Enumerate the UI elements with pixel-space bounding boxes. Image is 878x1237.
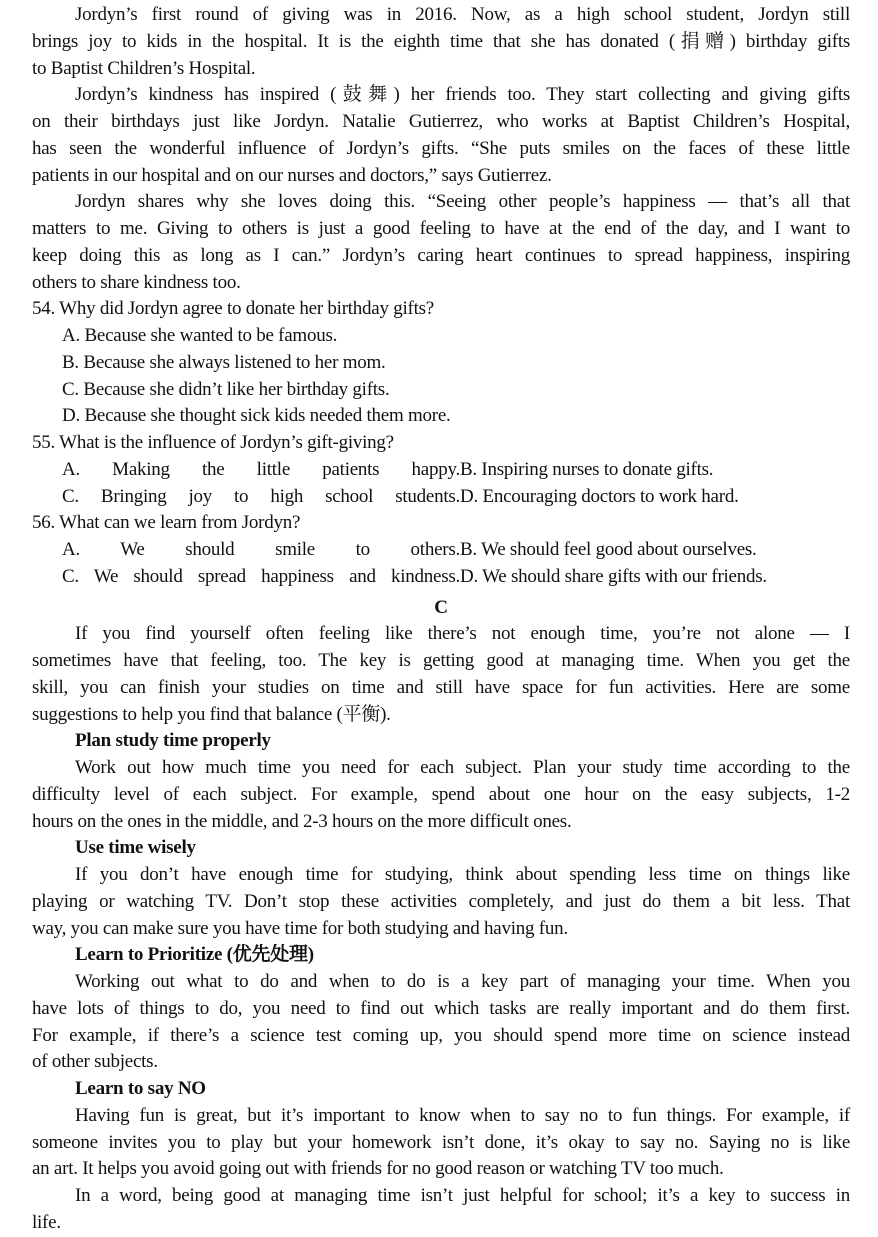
passage-c-intro <box>32 621 850 728</box>
option-b[interactable]: B. We should feel good about ourselves. <box>460 539 757 560</box>
option-a[interactable]: A. Making the little patients happy. <box>62 458 460 480</box>
text-line: hours on the ones in the middle, and 2-3 hours on the more difficult ones. <box>32 810 572 832</box>
text-line: Jordyn’s kindness has inspired (鼓舞) her friends too. They start collecting and giving gifts <box>75 84 850 106</box>
text-line: Jordyn shares why she loves doing this. “Seeing other people’s happiness — that’s all that <box>75 191 850 213</box>
text-line: If you find yourself often feeling like there’s not enough time, you’re not alone — I <box>75 623 850 645</box>
option-a[interactable]: A. Because she wanted to be famous. <box>62 325 338 346</box>
question-stem <box>32 510 850 537</box>
text-line: on their birthdays just like Jordyn. Natalie Gutierrez, who works at Baptist Children’s Hospital, <box>32 111 850 132</box>
section-label: C <box>434 596 448 618</box>
text-line: way, you can make sure you have time for both studying and having fun. <box>32 917 568 939</box>
option-b[interactable]: B. Because she always listened to her mom. <box>62 351 386 373</box>
question-number: 56. <box>32 512 55 534</box>
text-line: of other subjects. <box>32 1051 158 1073</box>
option-c[interactable]: C. We should spread happiness and kindness. <box>62 565 460 587</box>
text-line: patients in our hospital and on our nurses and doctors,” says Gutierrez. <box>32 164 552 186</box>
text-line: someone invites you to play but your homework isn’t done, it’s okay to say no. Saying no is like <box>32 1131 850 1153</box>
text-line: matters to me. Giving to others is just a good feeling to have at the end of the day, and I want to <box>32 218 850 239</box>
section-learn-to-prioritize <box>32 942 850 1076</box>
text-line: skill, you can finish your studies on time and still have space for fun activities. Here are some <box>32 676 850 698</box>
option-row <box>32 457 850 484</box>
option-row <box>32 564 850 591</box>
option-d[interactable]: D. Encouraging doctors to work hard. <box>460 485 739 507</box>
question-number: 55. <box>32 432 55 453</box>
option-row <box>32 537 850 564</box>
question-text: What is the influence of Jordyn’s gift-giving? <box>59 432 394 453</box>
section-plan-study-time <box>32 728 850 835</box>
passage-c-conclusion <box>32 1183 850 1237</box>
text-line: difficulty level of each subject. For example, spend about one hour on the easy subjects, 1-2 <box>32 783 850 805</box>
question-stem <box>32 296 850 323</box>
question-54 <box>32 296 850 430</box>
text-line: has seen the wonderful influence of Jordyn’s gifts. “She puts smiles on the faces of these little <box>32 137 850 159</box>
question-text: Why did Jordyn agree to donate her birthday gifts? <box>59 298 434 320</box>
option-c[interactable]: C. Because she didn’t like her birthday gifts. <box>62 378 390 400</box>
question-56 <box>32 510 850 590</box>
text-line: Having fun is great, but it’s important to know when to say no to fun things. For example, if <box>75 1104 850 1126</box>
text-line: In a word, being good at managing time isn’t just helpful for school; it’s a key to success in <box>75 1185 850 1206</box>
text-line: playing or watching TV. Don’t stop these activities completely, and just do them a bit less. That <box>32 890 850 912</box>
question-stem <box>32 430 850 457</box>
section-use-time-wisely <box>32 835 850 942</box>
section-heading: Learn to Prioritize (优先处理) <box>75 944 314 966</box>
question-number: 54. <box>32 298 55 320</box>
option-b[interactable]: B. Inspiring nurses to donate gifts. <box>460 458 714 480</box>
option-d[interactable]: D. Because she thought sick kids needed them more. <box>62 405 451 427</box>
text-line: If you don’t have enough time for studying, think about spending less time on things like <box>75 864 850 885</box>
text-line: keep doing this as long as I can.” Jordyn’s caring heart continues to spread happiness, inspiring <box>32 244 850 266</box>
section-heading: Plan study time properly <box>75 730 271 752</box>
text-line: For example, if there’s a science test coming up, you should spend more time on science instead <box>32 1024 850 1046</box>
option-d[interactable]: D. We should share gifts with our friends. <box>460 565 767 587</box>
option-row <box>32 484 850 511</box>
option-c[interactable]: C. Bringing joy to high school students. <box>62 485 460 507</box>
text-line: Jordyn’s first round of giving was in 2016. Now, as a high school student, Jordyn still <box>75 4 850 25</box>
text-line: Work out how much time you need for each subject. Plan your study time according to the <box>75 757 850 778</box>
section-heading: Learn to say NO <box>75 1078 206 1099</box>
text-line: suggestions to help you find that balance (平衡). <box>32 703 391 725</box>
text-line: an art. It helps you avoid going out with friends for no good reason or watching TV too much. <box>32 1158 724 1180</box>
text-line: sometimes have that feeling, too. The key is getting good at managing time. When you get the <box>32 650 850 671</box>
section-learn-to-say-no <box>32 1076 850 1183</box>
text-line: have lots of things to do, you need to find out which tasks are really important and do them first. <box>32 997 850 1019</box>
text-line: brings joy to kids in the hospital. It is the eighth time that she has donated (捐赠) birthday gifts <box>32 30 850 52</box>
option-a[interactable]: A. We should smile to others. <box>62 539 460 560</box>
passage-b-paragraph-3 <box>32 189 850 296</box>
section-heading: Use time wisely <box>75 837 196 859</box>
text-line: others to share kindness too. <box>32 271 241 293</box>
passage-b-paragraph-2 <box>32 82 850 189</box>
text-line: Working out what to do and when to do is a key part of managing your time. When you <box>75 971 850 992</box>
text-line: to Baptist Children’s Hospital. <box>32 57 256 79</box>
text-line: life. <box>32 1211 61 1233</box>
question-text: What can we learn from Jordyn? <box>59 512 301 534</box>
question-55 <box>32 430 850 510</box>
passage-b-paragraph-1 <box>32 2 850 82</box>
exam-page <box>32 2 850 1237</box>
